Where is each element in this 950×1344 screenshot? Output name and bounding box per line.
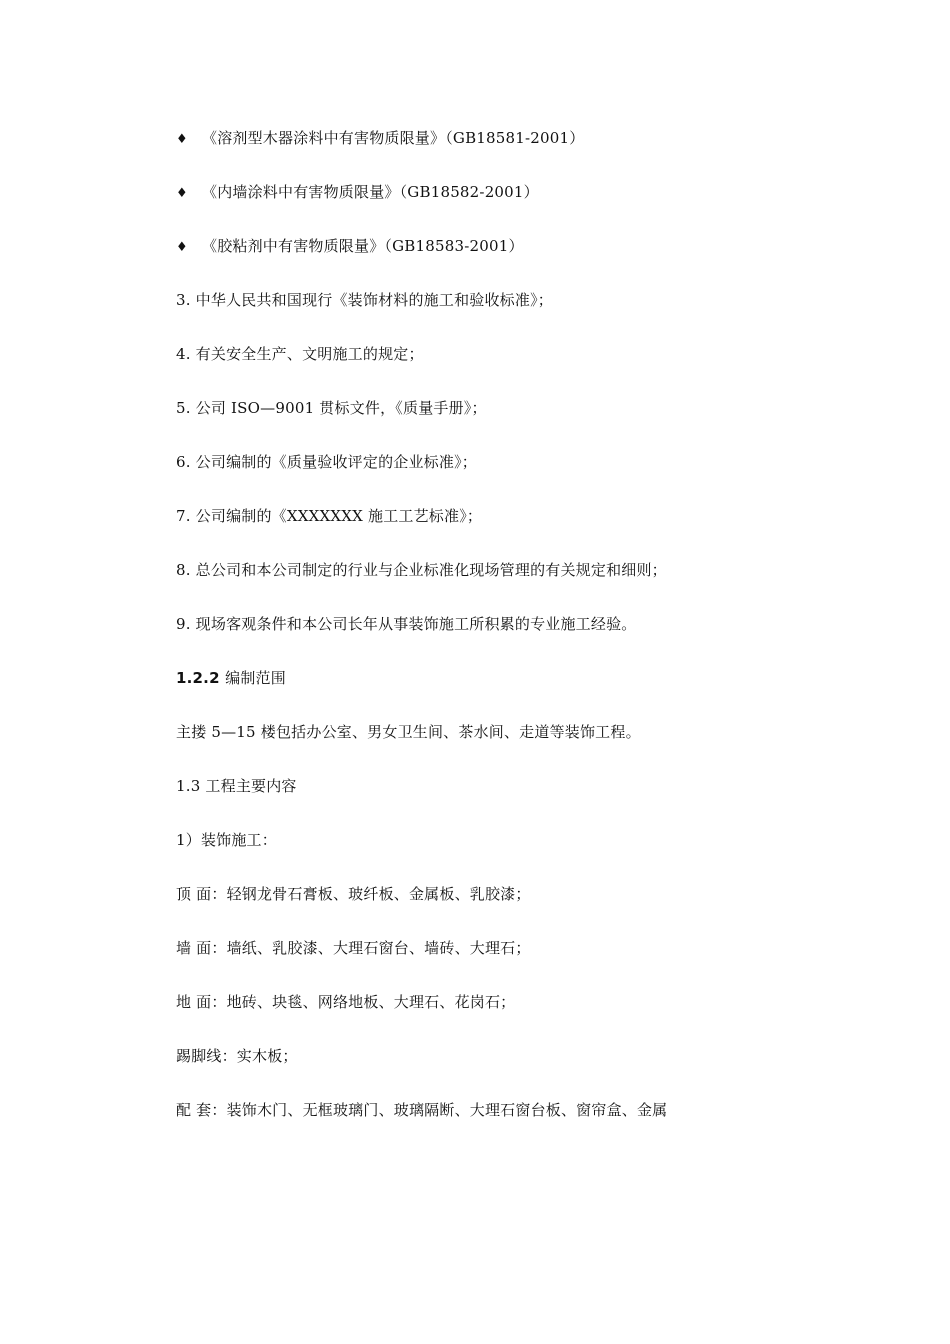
numbered-item: 7. 公司编制的《XXXXXXX 施工工艺标准》； bbox=[176, 507, 483, 525]
scope-paragraph: 主搂 5—15 楼包括办公室、男女卫生间、茶水间、走道等装饰工程。 bbox=[176, 723, 641, 741]
content-item-ceiling: 顶 面：轻钢龙骨石膏板、玻纤板、金属板、乳胶漆； bbox=[176, 885, 531, 903]
diamond-bullet-icon: ♦ bbox=[176, 132, 188, 147]
content-item-floor: 地 面：地砖、块毯、网络地板、大理石、花岗石； bbox=[176, 993, 516, 1011]
numbered-item: 9. 现场客观条件和本公司长年从事装饰施工所积累的专业施工经验。 bbox=[176, 615, 637, 633]
bullet-line bbox=[176, 230, 896, 262]
content-item-wall: 墙 面：墙纸、乳胶漆、大理石窗台、墙砖、大理石； bbox=[176, 939, 531, 957]
numbered-item: 3. 中华人民共和国现行《装饰材料的施工和验收标准》； bbox=[176, 291, 553, 309]
section-heading-1-2-2 bbox=[176, 662, 896, 694]
numbered-item: 4. 有关安全生产、文明施工的规定； bbox=[176, 345, 424, 363]
diamond-bullet-icon: ♦ bbox=[176, 240, 188, 255]
bullet-text: 《胶粘剂中有害物质限量》（GB18583-2001） bbox=[202, 237, 524, 255]
content-item-skirting: 踢脚线：实木板； bbox=[176, 1047, 298, 1065]
numbered-item: 5. 公司 ISO—9001 贯标文件，《质量手册》； bbox=[176, 399, 487, 417]
numbered-item: 6. 公司编制的《质量验收评定的企业标准》； bbox=[176, 453, 477, 471]
diamond-bullet-icon: ♦ bbox=[176, 186, 188, 201]
section-title: 编制范围 bbox=[225, 669, 286, 687]
bullet-text: 《内墙涂料中有害物质限量》（GB18582-2001） bbox=[202, 183, 539, 201]
bullet-text: 《溶剂型木器涂料中有害物质限量》（GB18581-2001） bbox=[202, 129, 585, 147]
sub-heading-decoration: 1）装饰施工： bbox=[176, 831, 277, 849]
content-item-accessories: 配 套：装饰木门、无框玻璃门、玻璃隔断、大理石窗台板、窗帘盒、金属 bbox=[176, 1101, 668, 1119]
bullet-line bbox=[176, 122, 896, 154]
section-heading-1-3: 1.3 工程主要内容 bbox=[176, 777, 297, 795]
section-number: 1.2.2 bbox=[176, 669, 220, 687]
numbered-item: 8. 总公司和本公司制定的行业与企业标准化现场管理的有关规定和细则； bbox=[176, 561, 667, 579]
bullet-line bbox=[176, 176, 896, 208]
